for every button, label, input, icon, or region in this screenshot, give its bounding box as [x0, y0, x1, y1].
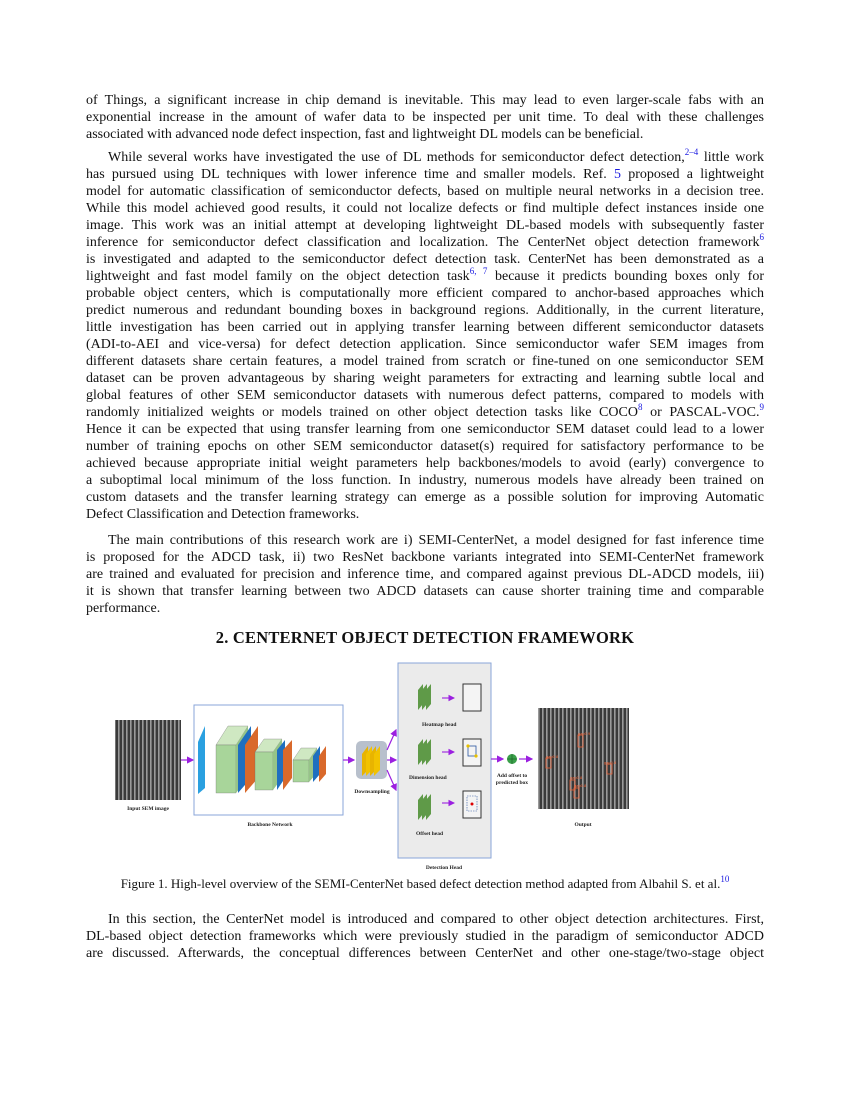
text-segment: little work	[698, 150, 765, 165]
citation-link[interactable]: 10	[720, 874, 730, 884]
text-segment: a suboptimal local minimum of the loss function. In industry, numerous models have already been trained on	[86, 473, 764, 488]
label-dimension-head: Dimension head	[409, 775, 447, 781]
text-segment: probable object centers, which is computationally more efficient compared to anchor-based approaches which	[86, 286, 764, 301]
paragraph-section-intro	[86, 911, 764, 962]
text-line	[86, 92, 764, 109]
label-detection-head: Detection Head	[425, 865, 463, 871]
text-line	[86, 149, 764, 166]
text-segment: Hence it can be expected that using transfer learning from one semiconductor SEM dataset could lead to a lower	[86, 422, 764, 437]
text-segment: exponential increase in the amount of wafer data to be inspected per unit time. To deal with these challenges	[86, 110, 764, 125]
text-line	[86, 489, 764, 506]
text-line	[86, 370, 764, 387]
text-line	[86, 319, 764, 336]
output-sem-image	[538, 708, 629, 809]
citation-link[interactable]: 9	[759, 402, 765, 412]
citation-link[interactable]: 6, 7	[469, 266, 488, 276]
text-line	[86, 109, 764, 126]
text-line	[86, 911, 764, 928]
text-line	[86, 234, 764, 251]
detection-label: gap0.8	[570, 775, 583, 780]
text-line	[86, 438, 764, 455]
text-segment: While several works have investigated the use of DL methods for semiconductor defect detection,	[108, 150, 685, 165]
text-line	[86, 126, 764, 143]
text-line	[86, 566, 764, 583]
text-line	[86, 183, 764, 200]
text-line	[86, 251, 764, 268]
text-segment: little investigation has been carried out in applying transfer learning between different semiconductor datasets	[86, 320, 764, 335]
text-line	[86, 200, 764, 217]
text-segment: or PASCAL-VOC.	[642, 405, 760, 420]
text-segment: achieved because appropriate initial weight parameters help backbones/models to avoid (early) convergence to	[86, 456, 764, 471]
detection-label: gap0.8	[604, 760, 617, 765]
text-line	[86, 421, 764, 438]
detection-head-box	[398, 663, 491, 858]
label-heatmap-head: Heatmap head	[422, 722, 457, 728]
text-line	[86, 302, 764, 319]
label-output: Output	[574, 822, 592, 828]
label-input: Input SEM image	[127, 806, 169, 812]
text-line	[86, 945, 764, 962]
label-offset-head: Offset head	[416, 831, 444, 837]
paragraph-related-work	[86, 149, 764, 523]
paragraph-intro-end	[86, 92, 764, 143]
detection-label: gap0.9	[578, 731, 591, 736]
text-segment: proposed a lightweight	[621, 167, 764, 182]
input-sem-image	[115, 720, 181, 800]
reference-link[interactable]: 5	[614, 167, 622, 182]
text-segment: are discussed. Afterwards, the conceptual differences between CenterNet and other one-stage/two-stage object	[86, 946, 764, 961]
text-segment: The main contributions of this research work are i) SEMI-CenterNet, a model designed for fast inference time	[108, 533, 764, 548]
citation-link[interactable]: 8	[637, 402, 643, 412]
text-segment: because it predicts bounding boxes only for	[487, 269, 765, 284]
text-segment: are trained and evaluated for precision and inference time, and compared against previous DL-ADCD models, iii)	[86, 567, 764, 582]
backbone-network-box	[194, 705, 343, 815]
text-segment: (ADI-to-AEI and vice-versa) for defect detection application. Since semiconductor wafer SEM images from	[86, 337, 764, 352]
text-line	[86, 404, 764, 421]
text-segment: associated with advanced node defect inspection, fast and lightweight DL models can be beneficial.	[86, 127, 644, 142]
text-segment: different datasets share certain features, a model trained from scratch or fine-tuned on one semiconductor SEM	[86, 354, 764, 369]
text-line	[86, 549, 764, 566]
text-segment: randomly initialized weights or models trained on other object detection tasks like COCO	[86, 405, 638, 420]
text-line	[86, 217, 764, 234]
detection-label: gap0.8	[546, 754, 559, 759]
figure-architecture-diagram	[110, 660, 740, 880]
text-segment: DL-based object detection frameworks which were previously studied in the paradigm of semiconductor ADCD	[86, 929, 764, 944]
text-segment: custom datasets and the transfer learning strategy can emerge as a possible solution for improving Automatic	[86, 490, 764, 505]
citation-link[interactable]: 2–4	[684, 147, 699, 157]
paragraph-contributions	[86, 532, 764, 617]
text-segment: lightweight and fast model family on the object detection task	[86, 269, 470, 284]
label-backbone: Backbone Network	[247, 822, 293, 828]
citation-link[interactable]: 6	[759, 232, 764, 242]
label-add-offset: Add offset to	[496, 773, 528, 779]
text-segment: In this section, the CenterNet model is introduced and compared to other object detection architectures. First,	[108, 912, 764, 927]
text-segment: is investigated and adapted to the semiconductor defect detection task. CenterNet has been demonstrated as a	[86, 252, 764, 267]
text-line	[86, 583, 764, 600]
text-line	[86, 472, 764, 489]
text-segment: inference for semiconductor defect classification and localization. The CenterNet object detection framework	[86, 235, 760, 250]
text-segment: dataset can be proven advantageous by sharing weight parameters for extracting and learning subtle local and	[86, 371, 764, 386]
caption-text: Figure 1. High-level overview of the SEMI-CenterNet based defect detection method adapted from Albahil S. et al.	[120, 876, 721, 891]
text-line	[86, 928, 764, 945]
text-line	[86, 353, 764, 370]
text-segment: of Things, a significant increase in chip demand is inevitable. This may lead to even larger-scale fabs with an	[86, 93, 764, 108]
text-line	[86, 455, 764, 472]
text-line	[86, 532, 764, 549]
text-segment: performance.	[86, 601, 161, 616]
section-heading: 2. CENTERNET OBJECT DETECTION FRAMEWORK	[215, 628, 635, 647]
text-line	[86, 268, 764, 285]
label-predicted-box: predicted box	[495, 780, 529, 786]
figure-caption	[86, 876, 764, 892]
text-line	[86, 387, 764, 404]
text-line	[86, 600, 764, 617]
text-segment: model for automatic classification of semiconductor defects, based on multiple neural networks in a decision tree.	[86, 184, 764, 199]
text-segment: predict numerous and redundant bounding boxes in background regions. Additionally, in the current literature,	[86, 303, 764, 318]
label-downsampling: Downsampling	[354, 789, 390, 795]
add-icon	[507, 754, 517, 764]
text-line	[86, 285, 764, 302]
text-line	[86, 336, 764, 353]
text-segment: While this model achieved good results, it could not localize defects or find multiple defect instances inside one	[86, 201, 764, 216]
text-segment: is proposed for the ADCD task, ii) two ResNet backbone variants integrated into SEMI-CenterNet framework	[86, 550, 764, 565]
text-line	[86, 166, 764, 183]
downsampling-block	[356, 741, 387, 779]
text-segment: number of training epochs on other SEM semiconductor dataset(s) required for satisfactory performance to be	[86, 439, 764, 454]
text-segment: global features of other SEM semiconductor datasets with numerous defect patterns, compared to models with	[86, 388, 764, 403]
text-segment: Defect Classification and Detection frameworks.	[86, 507, 360, 522]
text-segment: image. This work was an initial attempt at developing lightweight DL-based models with subsequently faster	[86, 218, 764, 233]
text-segment: it is shown that transfer learning between two ADCD datasets can cause shorter training time and comparable	[86, 584, 764, 599]
text-line	[86, 506, 764, 523]
detection-label: gap0.8	[574, 783, 587, 788]
text-segment: has pursued using DL techniques with lower inference time and smaller models. Ref.	[86, 167, 615, 182]
